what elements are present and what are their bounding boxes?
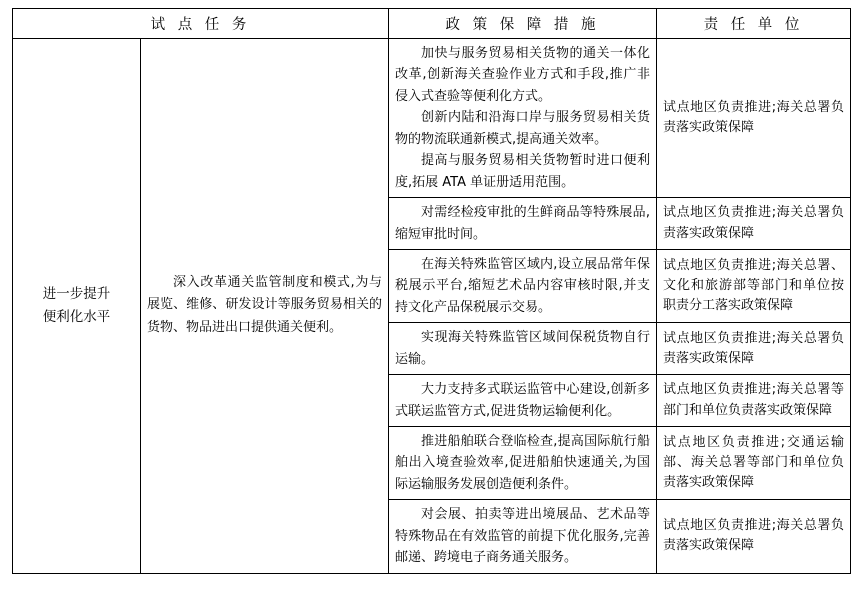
table-header-row bbox=[13, 9, 851, 39]
table-header bbox=[13, 9, 851, 39]
policy-paragraph: 创新内陆和沿海口岸与服务贸易相关货物的物流联通新模式,提高通关效率。 bbox=[395, 110, 651, 147]
task-name-line2: 便利化水平 bbox=[42, 308, 111, 325]
responsible-unit-cell: 试点地区负责推进;海关总署、文化和旅游部等部门和单位按职责分工落实政策保障 bbox=[657, 249, 851, 322]
responsible-unit-cell: 试点地区负责推进;海关总署等部门和单位负责落实政策保障 bbox=[657, 375, 851, 427]
policy-cell bbox=[389, 249, 657, 322]
policy-paragraph: 加快与服务贸易相关货物的通关一体化改革,创新海关查验作业方式和手段,推广非侵入式查验等便利化方式。 bbox=[395, 46, 651, 104]
header-unit: 责 任 单 位 bbox=[657, 9, 851, 39]
policy-cell bbox=[389, 198, 657, 250]
responsible-unit-cell: 试点地区负责推进;海关总署负责落实政策保障 bbox=[657, 500, 851, 573]
responsible-unit-cell: 试点地区负责推进;海关总署负责落实政策保障 bbox=[657, 39, 851, 198]
policy-cell bbox=[389, 427, 657, 500]
policy-cell bbox=[389, 500, 657, 573]
table-body bbox=[13, 39, 851, 574]
responsible-unit-cell: 试点地区负责推进;交通运输部、海关总署等部门和单位负责落实政策保障 bbox=[657, 427, 851, 500]
task-name-line1: 进一步提升 bbox=[42, 285, 111, 302]
policy-cell bbox=[389, 375, 657, 427]
header-policy: 政 策 保 障 措 施 bbox=[389, 9, 657, 39]
policy-paragraph: 提高与服务贸易相关货物暂时进口便利度,拓展 ATA 单证册适用范围。 bbox=[395, 153, 651, 190]
policy-paragraph: 在海关特殊监管区域内,设立展品常年保税展示平台,缩短艺术品内容审核时限,并支持文化产品保税展示交易。 bbox=[395, 256, 651, 315]
measure-summary-text: 深入改革通关监管制度和模式,为与展览、维修、研发设计等服务贸易相关的货物、物品进出口提供通关便利。 bbox=[147, 274, 383, 336]
responsible-unit-cell: 试点地区负责推进;海关总署负责落实政策保障 bbox=[657, 323, 851, 375]
table-row bbox=[13, 39, 851, 198]
policy-paragraph: 对会展、拍卖等进出境展品、艺术品等特殊物品在有效监管的前提下优化服务,完善邮递、跨境电子商务通关服务。 bbox=[395, 507, 651, 566]
policy-cell bbox=[389, 39, 657, 198]
responsible-unit-cell: 试点地区负责推进;海关总署负责落实政策保障 bbox=[657, 198, 851, 250]
task-name-cell bbox=[13, 39, 141, 574]
policy-paragraph: 大力支持多式联运监管中心建设,创新多式联运监管方式,促进货物运输便利化。 bbox=[395, 382, 651, 419]
policy-cell bbox=[389, 323, 657, 375]
policy-paragraph: 实现海关特殊监管区域间保税货物自行运输。 bbox=[395, 330, 651, 367]
header-task: 试 点 任 务 bbox=[13, 9, 389, 39]
policy-measures-table bbox=[12, 8, 851, 574]
measure-summary-cell bbox=[141, 39, 389, 574]
policy-paragraph: 推进船舶联合登临检查,提高国际航行船舶出入境查验效率,促进船舶快速通关,为国际运输服务发展创造便利条件。 bbox=[395, 434, 651, 492]
policy-paragraph: 对需经检疫审批的生鲜商品等特殊展品,缩短审批时间。 bbox=[395, 205, 651, 242]
